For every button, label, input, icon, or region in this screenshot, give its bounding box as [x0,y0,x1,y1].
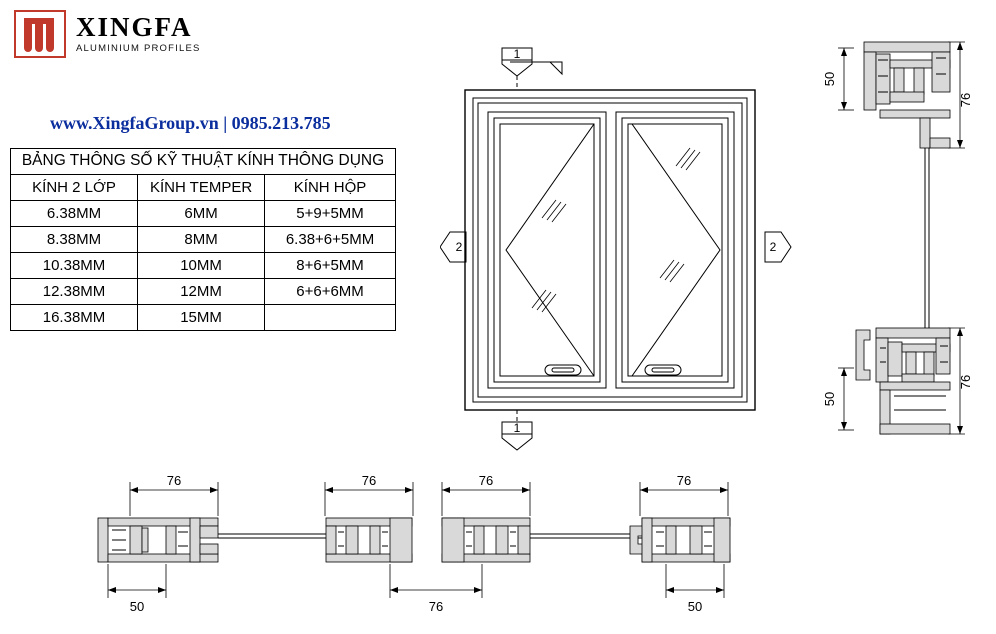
cell-2-0: 10.38MM [11,253,138,279]
dimension-76-top [948,42,973,148]
svg-text:76: 76 [428,599,444,614]
cell-1-1: 8MM [138,227,265,253]
svg-text:2: 2 [769,240,777,254]
svg-text:76: 76 [166,473,182,488]
glass-spec-table [10,148,396,331]
cell-0-1: 6MM [138,201,265,227]
table-row [11,279,396,305]
svg-text:50: 50 [687,599,703,614]
cell-3-0: 12.38MM [11,279,138,305]
cell-4-0: 16.38MM [11,305,138,331]
brand-name: XINGFA [76,12,193,42]
table-header-2: KÍNH HỘP [265,175,396,201]
right-profile-sections [820,30,990,460]
dimension-row-top [130,473,728,516]
cell-2-1: 10MM [138,253,265,279]
dimension-row-bottom [108,564,724,614]
cell-3-1: 12MM [138,279,265,305]
table-header-0: KÍNH 2 LỚP [11,175,138,201]
svg-text:50: 50 [822,391,837,407]
xingfa-logo-icon [14,10,66,58]
svg-text:76: 76 [361,473,377,488]
casement-window-elevation [440,40,800,460]
section-mark-top [510,62,562,74]
table-header-1: KÍNH TEMPER [138,175,265,201]
table-row [11,305,396,331]
svg-text:1: 1 [513,421,521,435]
svg-text:2: 2 [455,240,463,254]
cell-0-2: 5+9+5MM [265,201,396,227]
cell-1-0: 8.38MM [11,227,138,253]
table-row [11,227,396,253]
cell-1-2: 6.38+6+5MM [265,227,396,253]
table-header-row [11,175,396,201]
svg-text:76: 76 [958,374,973,390]
cell-3-2: 6+6+6MM [265,279,396,305]
svg-text:76: 76 [478,473,494,488]
svg-text:76: 76 [676,473,692,488]
table-row [11,253,396,279]
cell-2-2: 8+6+5MM [265,253,396,279]
table-row [11,201,396,227]
table-title: BẢNG THÔNG SỐ KỸ THUẬT KÍNH THÔNG DỤNG [11,149,396,175]
cell-4-1: 15MM [138,305,265,331]
brand-tagline: ALUMINIUM PROFILES [76,43,201,54]
bottom-profile-section [70,468,950,628]
dimension-50-bottom [822,368,854,430]
cell-4-2 [265,305,396,331]
brand-logo [14,8,274,64]
cell-0-0: 6.38MM [11,201,138,227]
contact-line: www.XingfaGroup.vn | 0985.213.785 [50,113,331,133]
svg-text:76: 76 [958,92,973,108]
svg-text:50: 50 [822,71,837,87]
table-title-row [11,149,396,175]
dimension-76-bottom [948,328,973,434]
svg-text:1: 1 [513,47,521,61]
svg-text:50: 50 [129,599,145,614]
dimension-50-top [822,48,854,110]
